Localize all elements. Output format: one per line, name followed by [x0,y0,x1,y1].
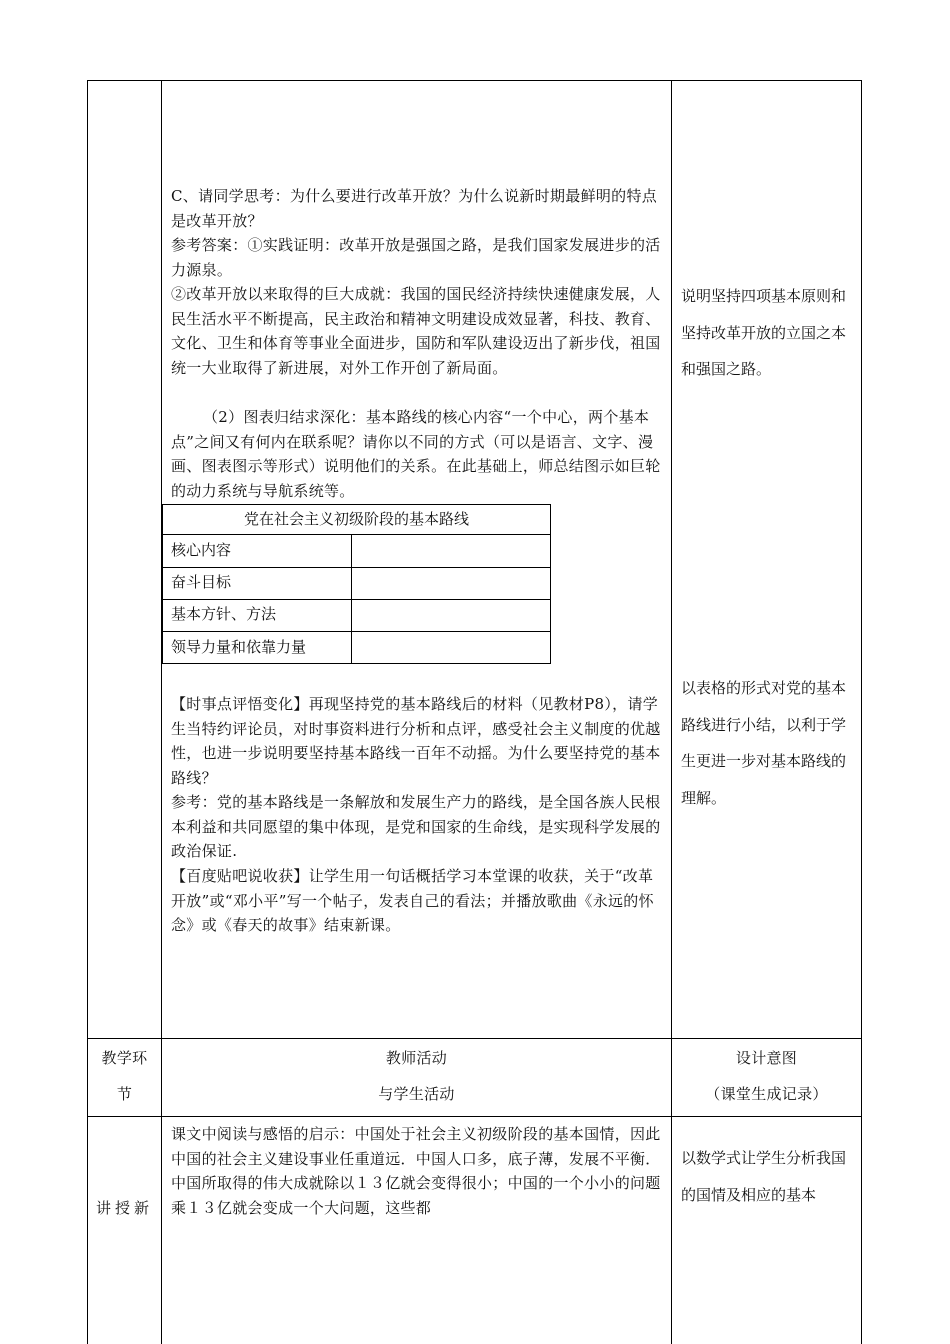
header-teaching-stage: 教学环 节 [101,1049,148,1103]
chart-summary-paragraph: （2）图表归结求深化：基本路线的核心内容“一个中心，两个基本点”之间又有何内在联系呢？请你以不同的方式（可以是语言、文字、漫画、图表图示等形式）说明他们的关系。在此基础上，师总结图示如巨轮的动力系统与导航系统等。 [171,408,661,500]
column-divider-2 [671,80,672,1344]
inner-table-row-label: 核心内容 [171,541,232,559]
header-design-intent: 设计意图 （课堂生成记录） [705,1049,828,1103]
stage-label: 讲授新 [95,1199,153,1217]
header-row-bottom-border [87,1116,862,1117]
column-divider-1 [161,80,162,1344]
design-intent-note: 说明坚持四项基本原则和坚持改革开放的立国之本和强国之路。 [681,287,847,378]
design-intent-note: 以数学式让学生分析我国的国情及相应的基本 [681,1149,847,1204]
tieba-paragraph: 【百度贴吧说收获】让学生用一句话概括学习本堂课的收获，关于“改革开放”或“邓小平”写一个帖子，发表自己的看法；并播放歌曲《永远的怀念》或《春天的故事》结束新课。 [171,867,654,934]
table-left-border [87,80,88,1344]
question-paragraph: C、请同学思考：为什么要进行改革开放？为什么说新时期最鲜明的特点是改革开放？ [171,187,658,230]
reading-insight-paragraph: 课文中阅读与感悟的启示：中国处于社会主义初级阶段的基本国情，因此中国的社会主义建设事业任重道远．中国人口多，底子薄，发展不平衡．中国所取得的伟大成就除以１３亿就会变得很小；中国的一个小小的问题乘１３亿就会变成一个大问题，这些都 [171,1125,661,1217]
reference-paragraph: 参考：党的基本路线是一条解放和发展生产力的路线，是全国各族人民根本利益和共同愿望的集中体现，是党和国家的生命线，是实现科学发展的政治保证. [171,793,661,860]
current-events-paragraph: 【时事点评悟变化】再现坚持党的基本路线后的材料（见教材P8），请学生当特约评论员，对时事资料进行分析和点评，感受社会主义制度的优越性，也进一步说明要坚持基本路线一百年不动摇。为什么要坚持党的基本路线？ [171,695,661,787]
table-right-border [861,80,862,1344]
inner-table-row-label: 领导力量和依靠力量 [171,638,307,656]
inner-table-row-label: 基本方针、方法 [171,605,277,623]
table-top-border [87,80,862,81]
header-teacher-activity: 教师活动 与学生活动 [378,1049,455,1103]
basic-line-table [162,504,551,663]
header-row-top-border [87,1038,862,1039]
design-intent-note: 以表格的形式对党的基本路线进行小结，以利于学生更进一步对基本路线的理解。 [681,679,847,807]
reference-answer-paragraph: 参考答案：①实践证明：改革开放是强国之路，是我们国家发展进步的活力源泉。 [171,236,661,279]
achievements-paragraph: ②改革开放以来取得的巨大成就：我国的国民经济持续快速健康发展，人民生活水平不断提高，民主政治和精神文明建设成效显著，科技、教育、文化、卫生和体育等事业全面进步，国防和军队建设迈出了新步伐，祖国统一大业取得了新进展，对外工作开创了新局面。 [171,285,661,377]
inner-table-title: 党在社会主义初级阶段的基本路线 [243,510,469,528]
inner-table-row-label: 奋斗目标 [171,573,232,591]
